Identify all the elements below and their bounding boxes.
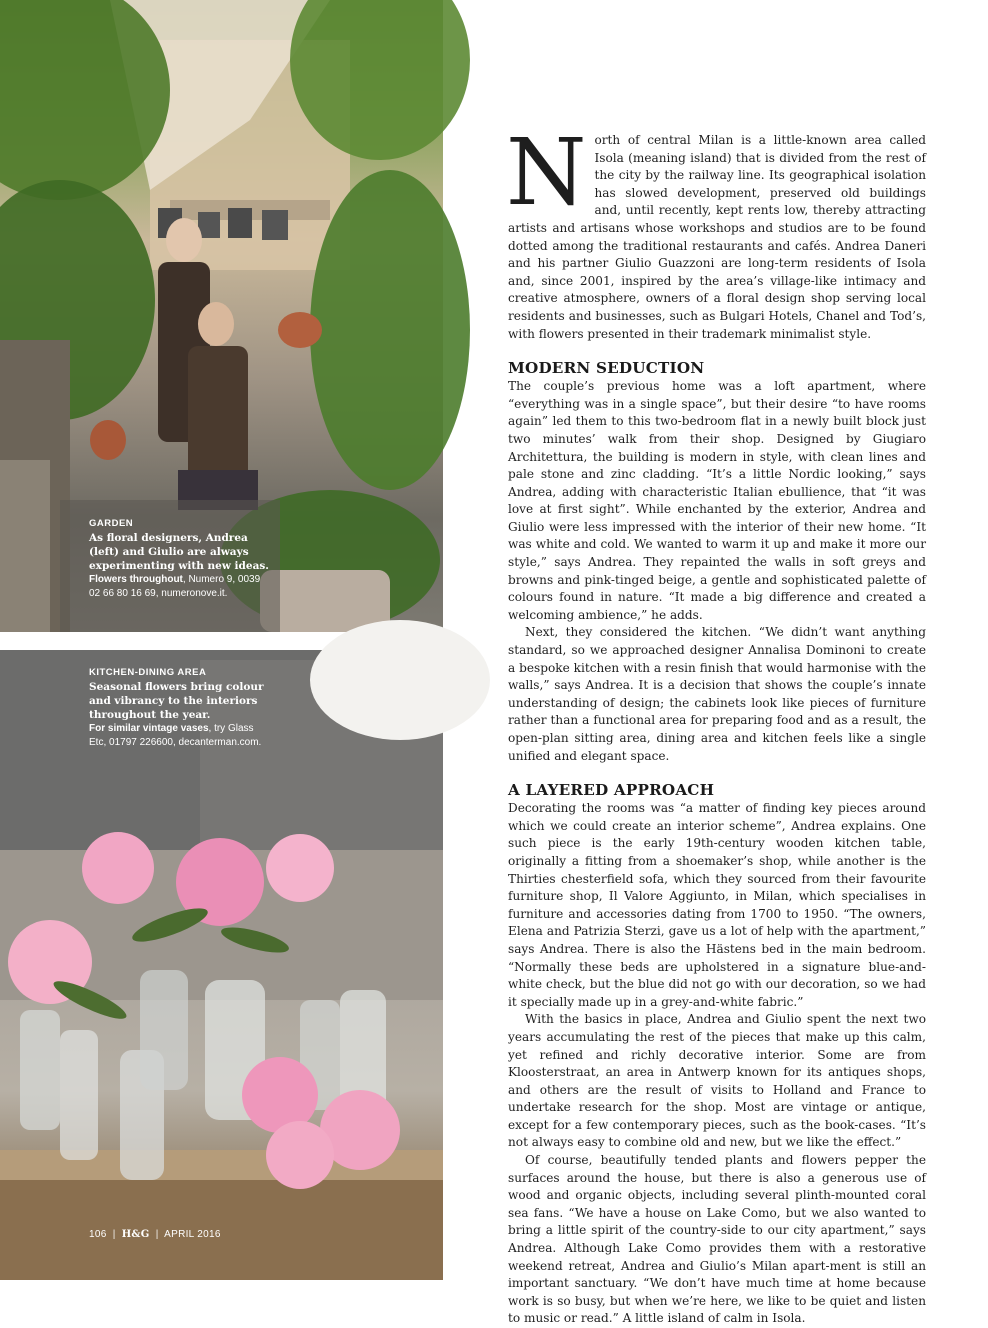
garden-caption	[89, 517, 269, 601]
kitchen-photo	[0, 650, 443, 1280]
paragraph: With the basics in place, Andrea and Giulio spent the next two years accumulating the rest of the pieces that make up this calm, yet refined and richly decorative interior. Some are from Kloosterstraat, an area in Antwerp known for its antiques shops, and others are the result of visits to Holland and France to undertake research for the shop. Most are vintage or antique, except for a few contemporary pieces, such as the book-cases. “It’s not always easy to combine old and new, but we like the effect.”	[508, 1012, 926, 1150]
article-body	[506, 119, 926, 1328]
intro-text: orth of central Milan is a little-known area called Isola (meaning island) that is divided from the rest of the city by the railway line. Its geographical isolation has slowed development, preserved old buildings and, until recently, kept rents low, thereby attracting artists and artisans whose workshops and studios are to be found dotted among the traditional restaurants and cafés. Andrea Daneri and his partner Giulio Guazzoni are long-term residents of Isola and, since 2001, inspired by the area’s village-like intimacy and creative atmosphere, owners of a floral design shop serving local residents and businesses, such as Bulgari Hotels, Chanel and Tod’s, with flowers presented in their trademark minimalist style.	[508, 133, 926, 341]
garden-credit-text: , Numero 9, 0039 02 66 80 16 69, numeronove.it.	[89, 574, 261, 599]
kitchen-credit-text: , try Glass Etc, 01797 226600, decanterman.com.	[89, 723, 262, 748]
kitchen-caption-label: KITCHEN-DINING AREA	[89, 667, 207, 678]
folio-separator: |	[112, 1229, 116, 1240]
intro-paragraph	[506, 119, 926, 343]
section-heading-layered-approach: A LAYERED APPROACH	[508, 781, 715, 800]
garden-photo	[0, 0, 443, 632]
kitchen-caption	[89, 666, 269, 750]
garden-caption-credit	[89, 573, 269, 601]
paragraph: Decorating the rooms was “a matter of finding key pieces around which we could create an interior scheme”, Andrea explains. One such piece is the early 19th-century wooden kitchen table, originally a fitting from a shoemaker’s shop, while another is the Thirties chesterfield sofa, which they sourced from their favourite furniture shop, Il Valore Aggiunto, in Milan, which specialises in furniture and accessories dating from 1700 to 1950. “The owners, Elena and Patrizia Sterzi, gave us a lot of help with the apartment,” says Andrea. There is also the Hästens bed in the main bedroom. “Normally these beds are upholstered in a signature blue-and-white check, but the blue did not go with our decoration, so we had it specially made up in a grey-and-white fabric.”	[508, 801, 926, 1009]
garden-caption-label: GARDEN	[89, 518, 134, 529]
issue-date: APRIL 2016	[164, 1229, 221, 1240]
kitchen-credit-bold: For similar vintage vases	[89, 723, 209, 734]
section-heading-modern-seduction: MODERN SEDUCTION	[508, 359, 705, 378]
folio-separator-2: |	[155, 1229, 159, 1240]
page-number: 106	[89, 1229, 107, 1240]
kitchen-caption-credit	[89, 722, 269, 750]
garden-caption-text: As floral designers, Andrea (left) and Giulio are always experimenting with new ideas.	[89, 532, 269, 572]
garden-credit-bold: Flowers throughout	[89, 574, 183, 585]
drop-cap: N	[506, 119, 587, 226]
page-folio	[89, 1229, 221, 1240]
paragraph: Of course, beautifully tended plants and flowers pepper the surfaces around the house, but there is also a generous use of wood and organic objects, including several plinth-mounted coral sea fans. “We have a house on Lake Como, but we also wanted to bring a little spirit of the country-side to our city apartment,” says Andrea. Although Lake Como provides them with a restorative weekend retreat, Andrea and Giulio’s Milan apart-ment is still an important sanctuary. “We don’t have much time at home because work is so busy, but when we’re here, we like to be quiet and listen to music or read.” A little island of calm in Isola.	[508, 1153, 926, 1326]
paragraph: The couple’s previous home was a loft apartment, where “everything was in a single space”, but their desire “to have rooms again” led them to this two-bedroom flat in a newly built block just two minutes’ walk from their shop. Designed by Giugiaro Architettura, the building is modern in style, with clean lines and pale stone and zinc cladding. “It’s a little Nordic looking,” says Andrea, adding with characteristic Italian ebullience, that “it was love at first sight”. While enchanted by the exterior, Andrea and Giulio were less impressed with the interior of their new home. “It was white and cold. We wanted to warm it up and make it more our style,” says Andrea. They repainted the walls in soft greys and browns and pink-tinged beige, a gentle and sophisticated palette of colours found in nature. “It made a big difference and created a welcoming ambience,” he adds.	[508, 379, 926, 622]
paragraph: Next, they considered the kitchen. “We didn’t want anything standard, so we approached designer Annalisa Dominoni to create a bespoke kitchen with a resin finish that would harmonise with the walls,” says Andrea. It is a decision that shows the couple’s innate understanding of design; the cabinets look like pieces of furniture rather than a functional area for preparing food and as a result, the open-plan sitting area, dining area and kitchen feels like a single unified and elegant space.	[508, 625, 926, 763]
kitchen-caption-text: Seasonal flowers bring colour and vibrancy to the interiors throughout the year.	[89, 681, 264, 721]
magazine-brand: H&G	[121, 1229, 150, 1240]
